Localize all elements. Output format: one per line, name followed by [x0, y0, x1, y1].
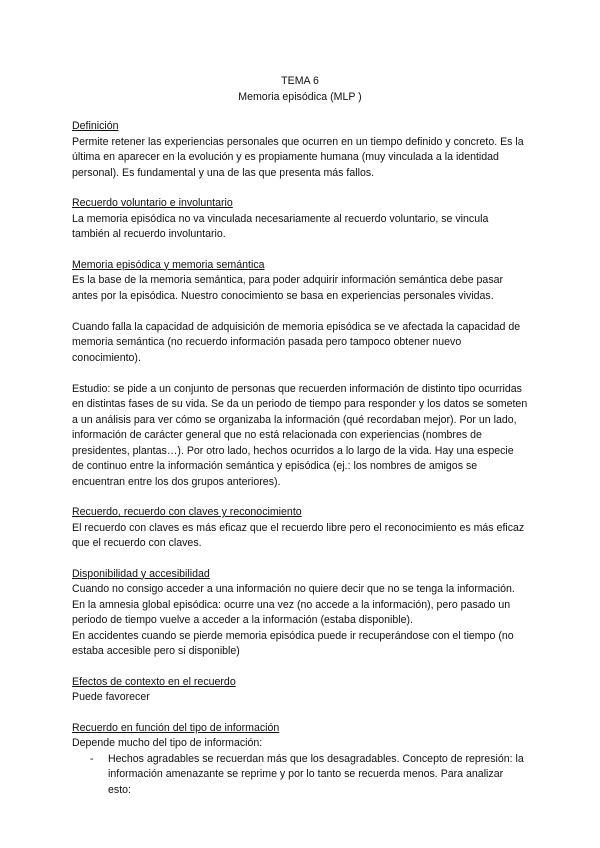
- section-heading: Disponibilidad y accesibilidad: [72, 567, 210, 580]
- paragraph: Permite retener las experiencias personales que ocurren en un tiempo definido y concreto. Es la última en aparecer en la evolución y es propiamente humana (muy vinculada a la identidad personal). Es fundamental y una de las que presenta más fallos.: [72, 135, 524, 179]
- paragraph: La memoria episódica no va vinculada necesariamente al recuerdo voluntario, se vincula también al recuerdo involuntario.: [72, 212, 489, 240]
- title-block: [72, 74, 528, 105]
- document-page: [72, 74, 528, 813]
- paragraph: Cuando falla la capacidad de adquisición de memoria episódica se ve afectada la capacidad de memoria semántica (no recuerdo información pasada pero tampoco obtener nuevo conocimiento).: [72, 320, 521, 364]
- section-heading: Recuerdo, recuerdo con claves y reconocimiento: [72, 506, 302, 518]
- section-disponibilidad: [72, 567, 528, 660]
- section-definicion: [72, 119, 528, 181]
- paragraph: Puede favorecer: [72, 691, 150, 703]
- paragraph: El recuerdo con claves es más eficaz que el recuerdo libre pero el reconocimiento es más eficaz que el recuerdo con claves.: [72, 521, 525, 549]
- section-recuerdo-voluntario: [72, 196, 528, 243]
- paragraph: En accidentes cuando se pierde memoria episódica puede ir recuperándose con el tiempo (no estaba accesible pero si disponible): [72, 629, 514, 657]
- paragraph: Cuando no consigo acceder a una información no quiere decir que no se tenga la información.: [72, 583, 515, 595]
- paragraph: En la amnesia global episódica: ocurre una vez (no accede a la información), pero pasado un periodo de tiempo vuelve a acceder a la información (estaba disponible).: [72, 598, 511, 626]
- section-heading: Efectos de contexto en el recuerdo: [72, 675, 236, 688]
- paragraph: Es la base de la memoria semántica, para poder adquirir información semántica debe pasar antes por la episódica. Nuestro conocimiento se basa en experiencias personales vividas.: [72, 274, 504, 302]
- section-heading: Recuerdo en función del tipo de información: [72, 721, 280, 734]
- section-heading: Memoria episódica y memoria semántica: [72, 258, 265, 271]
- section-heading: Recuerdo voluntario e involuntario: [72, 197, 233, 209]
- paragraph: Estudio: se pide a un conjunto de personas que recuerden información de distinto tipo ocurridas en distintas fases de su vida. Se da un periodo de tiempo para responder y los datos se someten a un análisis para ver cómo se organizaba la información (qué recordaban mejor). Por un lado, información de carácter general que no está relacionada con experiencias (nombres de presidentes, plantas…). Por otro lado, hechos ocurridos a lo largo de la vida. Hay una especie de continuo entre la información semántica y episódica (ej.: los nombres de amigos se encuentran entre los dos grupos anteriores).: [72, 382, 528, 488]
- list-item: - Hechos agradables se recuerdan más que los desagradables. Concepto de represión: la información amenazante se reprime y por lo tanto se recuerda menos. Para analizar esto:: [108, 752, 528, 799]
- page-title: Memoria episódica (MLP ): [238, 90, 362, 103]
- dash-list: [72, 752, 528, 799]
- section-heading: Definición: [72, 120, 119, 132]
- section-contexto: [72, 675, 528, 706]
- topic-label: TEMA 6: [281, 75, 319, 87]
- section-episodica-semantica: [72, 258, 528, 491]
- paragraph: Depende mucho del tipo de información:: [72, 737, 263, 749]
- section-tipo-informacion: [72, 721, 528, 799]
- section-claves: [72, 505, 528, 552]
